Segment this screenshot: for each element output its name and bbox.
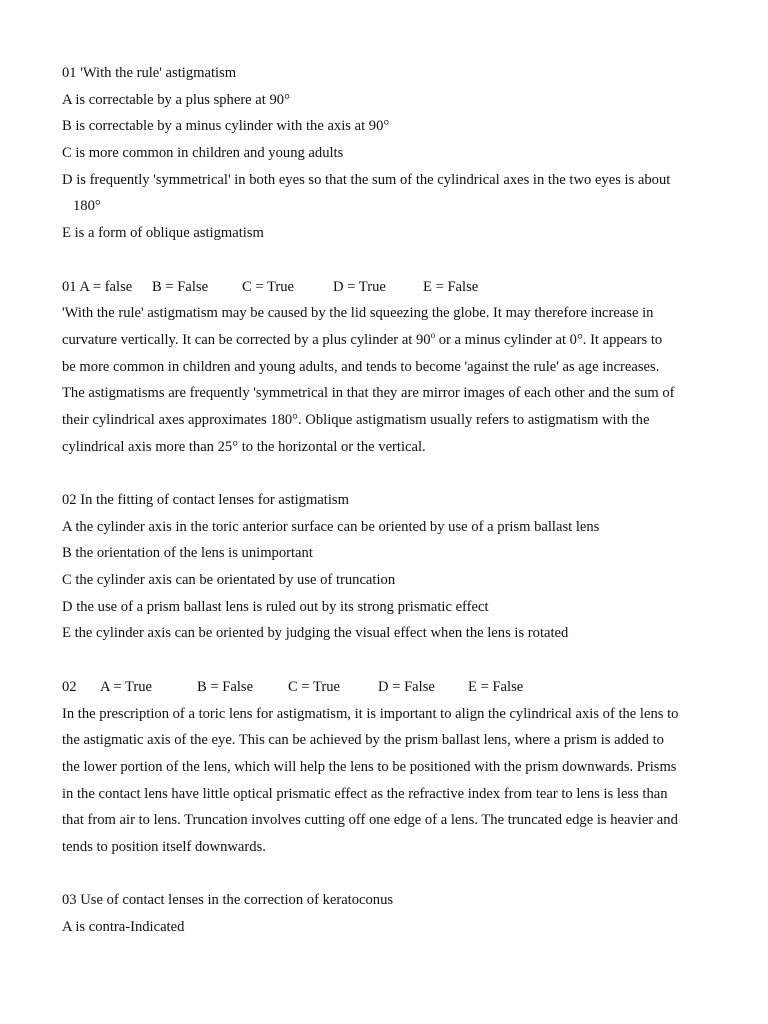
q2-explanation-line: the astigmatic axis of the eye. This can be achieved by the prism ballast lens, where a prism is added to [62,732,664,749]
q2-option-c: C the cylinder axis can be orientated by use of truncation [62,572,396,589]
document-page [62,62,712,943]
q1-answer-b: B = False [152,278,209,295]
q2-explanation-line: In the prescription of a toric lens for astigmatism, it is important to align the cylindrical axis of the lens to [62,705,679,722]
spacer [62,249,712,276]
q2-option-d: D the use of a prism ballast lens is ruled out by its strong prismatic effect [62,598,489,615]
q1-option-d-continued: 180° [73,198,101,215]
spacer [62,462,712,489]
q1-option-c: C is more common in children and young adults [62,145,344,162]
q2-answer-row [62,676,712,703]
q2-explanation-line: in the contact lens have little optical prismatic effect as the refractive index from tear to lens is less than [62,785,668,802]
q2-explanation-line: tends to position itself downwards. [62,838,266,855]
q2-answer-a: A = True [100,678,153,695]
q1-option-a: A is correctable by a plus sphere at 90° [62,91,290,108]
q1-explanation-line: 'With the rule' astigmatism may be caused by the lid squeezing the globe. It may therefore increase in [62,305,654,322]
q2-explanation-line: that from air to lens. Truncation involves cutting off one edge of a lens. The truncated edge is heavier and [62,812,678,829]
q1-option-e: E is a form of oblique astigmatism [62,225,264,242]
q1-explanation-line: be more common in children and young adults, and tends to become 'against the rule' as age increases. [62,358,660,375]
q1-answer-c: C = True [242,278,295,295]
q2-option-e: E the cylinder axis can be oriented by judging the visual effect when the lens is rotated [62,625,569,642]
q1-option-b: B is correctable by a minus cylinder with the axis at 90° [62,118,390,135]
q1-explanation-line: their cylindrical axes approximates 180°. Oblique astigmatism usually refers to astigmatism with the [62,411,650,428]
q2-option-a: A the cylinder axis in the toric anterior surface can be oriented by use of a prism ballast lens [62,518,600,535]
degree-superscript: o [430,329,436,340]
q2-explanation-line: the lower portion of the lens, which will help the lens to be positioned with the prism downwards. Prisms [62,758,677,775]
q1-answer-a: 01 A = false [62,278,133,295]
q2-answer-number: 02 [62,678,77,695]
q2-answer-b: B = False [197,678,254,695]
q1-explanation-text: curvature vertically. It can be corrected by a plus cylinder at 90 [62,331,431,348]
q3-option-a: A is contra-Indicated [62,919,185,935]
q1-answer-row [62,276,712,303]
q3-title: 03 Use of contact lenses in the correction of keratoconus [62,892,394,909]
q1-answer-e: E = False [423,278,479,295]
q2-answer-c: C = True [288,678,341,695]
q2-option-b: B the orientation of the lens is unimportant [62,545,313,562]
q1-title: 01 'With the rule' astigmatism [62,65,237,81]
q1-explanation-line [62,329,712,356]
q2-answer-e: E = False [468,678,524,695]
q1-option-d: D is frequently 'symmetrical' in both eyes so that the sum of the cylindrical axes in the two eyes is about [62,171,671,188]
q1-explanation-line: cylindrical axis more than 25° to the horizontal or the vertical. [62,438,426,455]
q1-explanation-line: The astigmatisms are frequently 'symmetrical in that they are mirror images of each other and the sum of [62,385,675,402]
spacer [62,649,712,676]
q2-title: 02 In the fitting of contact lenses for astigmatism [62,492,349,508]
q1-explanation-text: or a minus cylinder at 0°. It appears to [435,331,663,348]
q1-answer-d: D = True [333,278,386,295]
q2-answer-d: D = False [378,678,435,695]
spacer [62,863,712,890]
